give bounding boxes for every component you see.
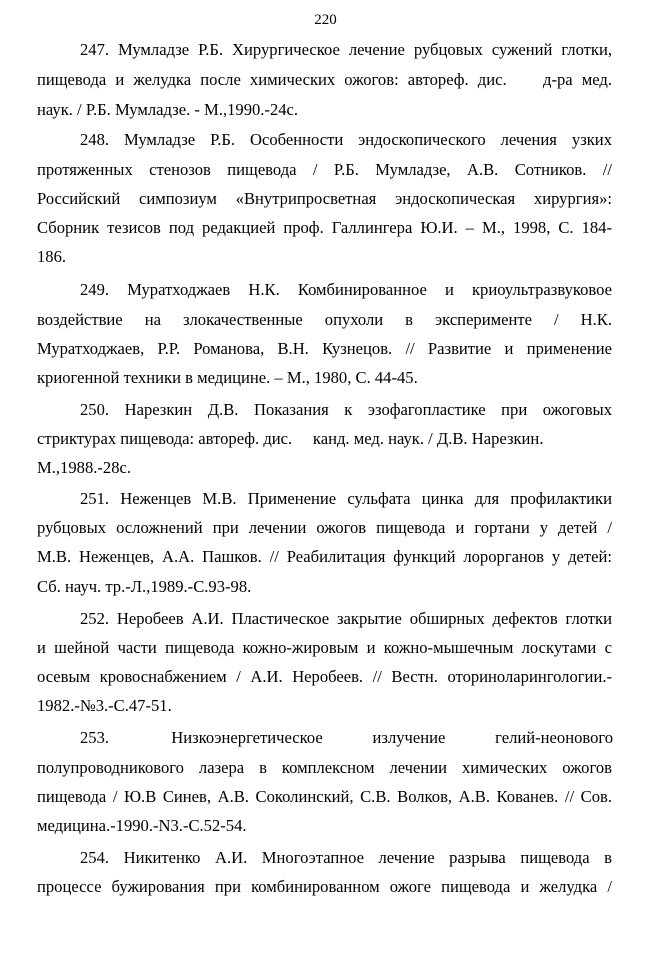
reference-248-line-5: 186. [37, 247, 67, 266]
reference-254-line-2: процессе бужирования при комбинированном ожоге пищевода и желудка / [37, 877, 612, 896]
reference-249-line-1: 249. Муратходжаев Н.К. Комбинированное и криоультразвуковое [80, 280, 612, 299]
reference-247-line-3: наук. / Р.Б. Мумладзе. - М.,1990.-24с. [37, 100, 299, 119]
reference-252-line-1: 252. Неробеев А.И. Пластическое закрытие обширных дефектов глотки [80, 609, 612, 628]
reference-249-line-2: воздействие на злокачественные опухоли в эксперименте / Н.К. [37, 310, 612, 329]
reference-247-line-1: 247. Мумладзе Р.Б. Хирургическое лечение рубцовых сужений глотки, [80, 40, 612, 59]
reference-250-line-2: стриктурах пищевода: автореф. дис. канд. мед. наук. / Д.В. Нарезкин. [37, 429, 544, 448]
reference-251-line-3: М.В. Неженцев, А.А. Пашков. // Реабилитация функций лорорганов у детей: [37, 547, 612, 566]
page-number: 220 [314, 12, 337, 28]
reference-249-line-3: Муратходжаев, Р.Р. Романова, В.Н. Кузнецов. // Развитие и применение [37, 339, 612, 358]
reference-248-line-1: 248. Мумладзе Р.Б. Особенности эндоскопического лечения узких [80, 130, 612, 149]
reference-250-line-3: М.,1988.-28с. [37, 458, 132, 477]
reference-248-line-4: Сборник тезисов под редакцией проф. Галлингера Ю.И. – М., 1998, С. 184- [37, 218, 612, 237]
reference-247-line-2: пищевода и желудка после химических ожогов: автореф. дис. д-ра мед. [37, 70, 612, 89]
reference-253-line-1: 253. Низкоэнергетическое излучение гелий-неонового [80, 728, 614, 747]
reference-253-line-3: пищевода / Ю.В Синев, А.В. Соколинский, С.В. Волков, А.В. Кованев. // Сов. [37, 787, 612, 806]
reference-248-line-2: протяженных стенозов пищевода / Р.Б. Мумладзе, А.В. Сотников. // [37, 160, 612, 179]
reference-251-line-2: рубцовых осложнений при лечении ожогов пищевода и гортани у детей / [37, 518, 612, 537]
reference-252-line-2: и шейной части пищевода кожно-жировым и кожно-мышечным лоскутами с [37, 638, 612, 657]
reference-251-line-1: 251. Неженцев М.В. Применение сульфата цинка для профилактики [80, 489, 612, 508]
reference-253-line-2: полупроводникового лазера в комплексном лечении химических ожогов [37, 758, 612, 777]
reference-254-line-1: 254. Никитенко А.И. Многоэтапное лечение разрыва пищевода в [80, 848, 612, 867]
reference-249-line-4: криогенной техники в медицине. – М., 1980, С. 44-45. [37, 368, 418, 387]
reference-252-line-4: 1982.-№3.-С.47-51. [37, 696, 172, 715]
reference-251-line-4: Сб. науч. тр.-Л.,1989.-С.93-98. [37, 577, 252, 596]
reference-253-line-4: медицина.-1990.-N3.-С.52-54. [37, 816, 247, 835]
reference-250-line-1: 250. Нарезкин Д.В. Показания к эзофагопластике при ожоговых [80, 400, 612, 419]
reference-248-line-3: Российский симпозиум «Внутрипросветная эндоскопическая хирургия»: [37, 189, 612, 208]
reference-252-line-3: осевым кровоснабжением / А.И. Неробеев. // Вестн. оториноларингологии.- [37, 667, 612, 686]
